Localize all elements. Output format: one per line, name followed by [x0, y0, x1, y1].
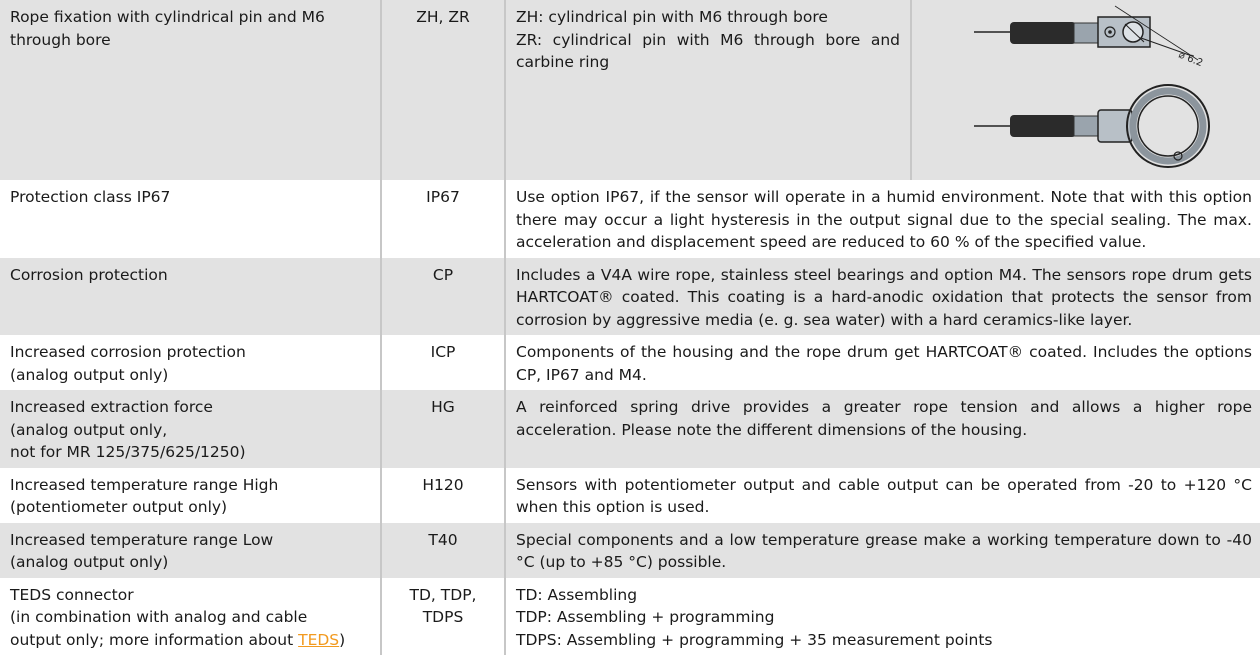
option-name: (analog output only,	[10, 420, 168, 439]
option-name: Protection class IP67	[10, 188, 171, 206]
option-code: IP67	[381, 180, 505, 258]
option-description: A reinforced spring drive provides a greater rope tension and allows a higher rope acceleration. Please note the different dimensions of the housing.	[505, 390, 1260, 468]
option-name: (in combination with analog and cable	[10, 608, 308, 626]
rope-fixation-figure	[912, 0, 1260, 180]
table-row	[0, 0, 1260, 180]
option-name-cell	[0, 180, 381, 258]
option-name: Rope fixation with cylindrical pin and M6	[10, 8, 325, 26]
option-name-cell	[0, 335, 381, 390]
option-code: ZH, ZR	[381, 0, 505, 180]
option-name: Increased extraction force	[10, 398, 213, 416]
option-code: H120	[381, 468, 505, 523]
option-description: ZH: cylindrical pin with M6 through bore	[516, 8, 828, 26]
table-row	[0, 578, 1260, 656]
option-name: through bore	[10, 30, 111, 49]
table-row	[0, 390, 1260, 468]
option-name: (analog output only)	[10, 365, 169, 384]
figure-cell	[911, 0, 1260, 180]
table-row	[0, 180, 1260, 258]
option-name: TEDS connector	[10, 585, 134, 604]
option-name-cell	[0, 0, 381, 180]
option-description: Use option IP67, if the sensor will operate in a humid environment. Note that with this option there may occur a light hysteresis in the output signal due to the special sealing. The max. acceleration and displacement speed are reduced to 60 % of the specified value.	[516, 188, 1252, 251]
table-row	[0, 523, 1260, 578]
option-name: Increased temperature range Low	[10, 530, 274, 549]
bore-diameter-label: ⌀ 6.2	[1176, 49, 1205, 70]
table-row	[0, 258, 1260, 336]
option-name: Increased temperature range High	[10, 475, 279, 494]
option-description: TDPS: Assembling + programming + 35 measurement points	[516, 630, 993, 649]
option-name-cell	[0, 578, 381, 656]
option-code: TDPS	[422, 608, 464, 626]
zh-pin-drawing	[974, 6, 1204, 69]
teds-link[interactable]: TEDS	[298, 630, 340, 649]
option-name: not for MR 125/375/625/1250)	[10, 443, 246, 461]
table-row	[0, 335, 1260, 390]
option-name: (analog output only)	[10, 553, 169, 571]
option-code: ICP	[381, 335, 505, 390]
option-name: Corrosion protection	[10, 265, 168, 284]
option-name-suffix: )	[339, 630, 346, 649]
option-name-cell	[0, 523, 381, 578]
option-name: (potentiometer output only)	[10, 498, 228, 516]
option-code: T40	[381, 523, 505, 578]
option-description: TDP: Assembling + programming	[516, 608, 775, 626]
option-description-cell	[505, 578, 1260, 656]
option-name: output only; more information about	[10, 630, 299, 649]
option-description-cell	[505, 0, 911, 180]
zr-carbine-ring-drawing	[974, 85, 1209, 167]
option-name-cell	[0, 468, 381, 523]
option-code: TD, TDP,	[409, 585, 477, 604]
option-description: Includes a V4A wire rope, stainless steel bearings and option M4. The sensors rope drum gets HARTCOAT® coated. This coating is a hard-anodic oxidation that protects the sensor from corrosion by aggressive media (e. g. sea water) with a hard ceramics-like layer.	[505, 258, 1260, 336]
option-code-cell	[381, 578, 505, 656]
option-name: Increased corrosion protection	[10, 343, 246, 361]
option-description: TD: Assembling	[516, 585, 638, 604]
option-name-with-link	[10, 629, 370, 652]
option-name-cell	[0, 258, 381, 336]
option-description: Special components and a low temperature grease make a working temperature down to -40 °C (up to +85 °C) possible.	[505, 523, 1260, 578]
option-code: CP	[381, 258, 505, 336]
option-code: HG	[381, 390, 505, 468]
option-description: Sensors with potentiometer output and cable output can be operated from -20 to +120 °C when this option is used.	[516, 475, 1252, 516]
option-description: ZR: cylindrical pin with M6 through bore and carbine ring	[516, 30, 900, 71]
option-description: Components of the housing and the rope drum get HARTCOAT® coated. Includes the options CP, IP67 and M4.	[516, 343, 1252, 384]
table-row	[0, 468, 1260, 523]
option-name-cell	[0, 390, 381, 468]
